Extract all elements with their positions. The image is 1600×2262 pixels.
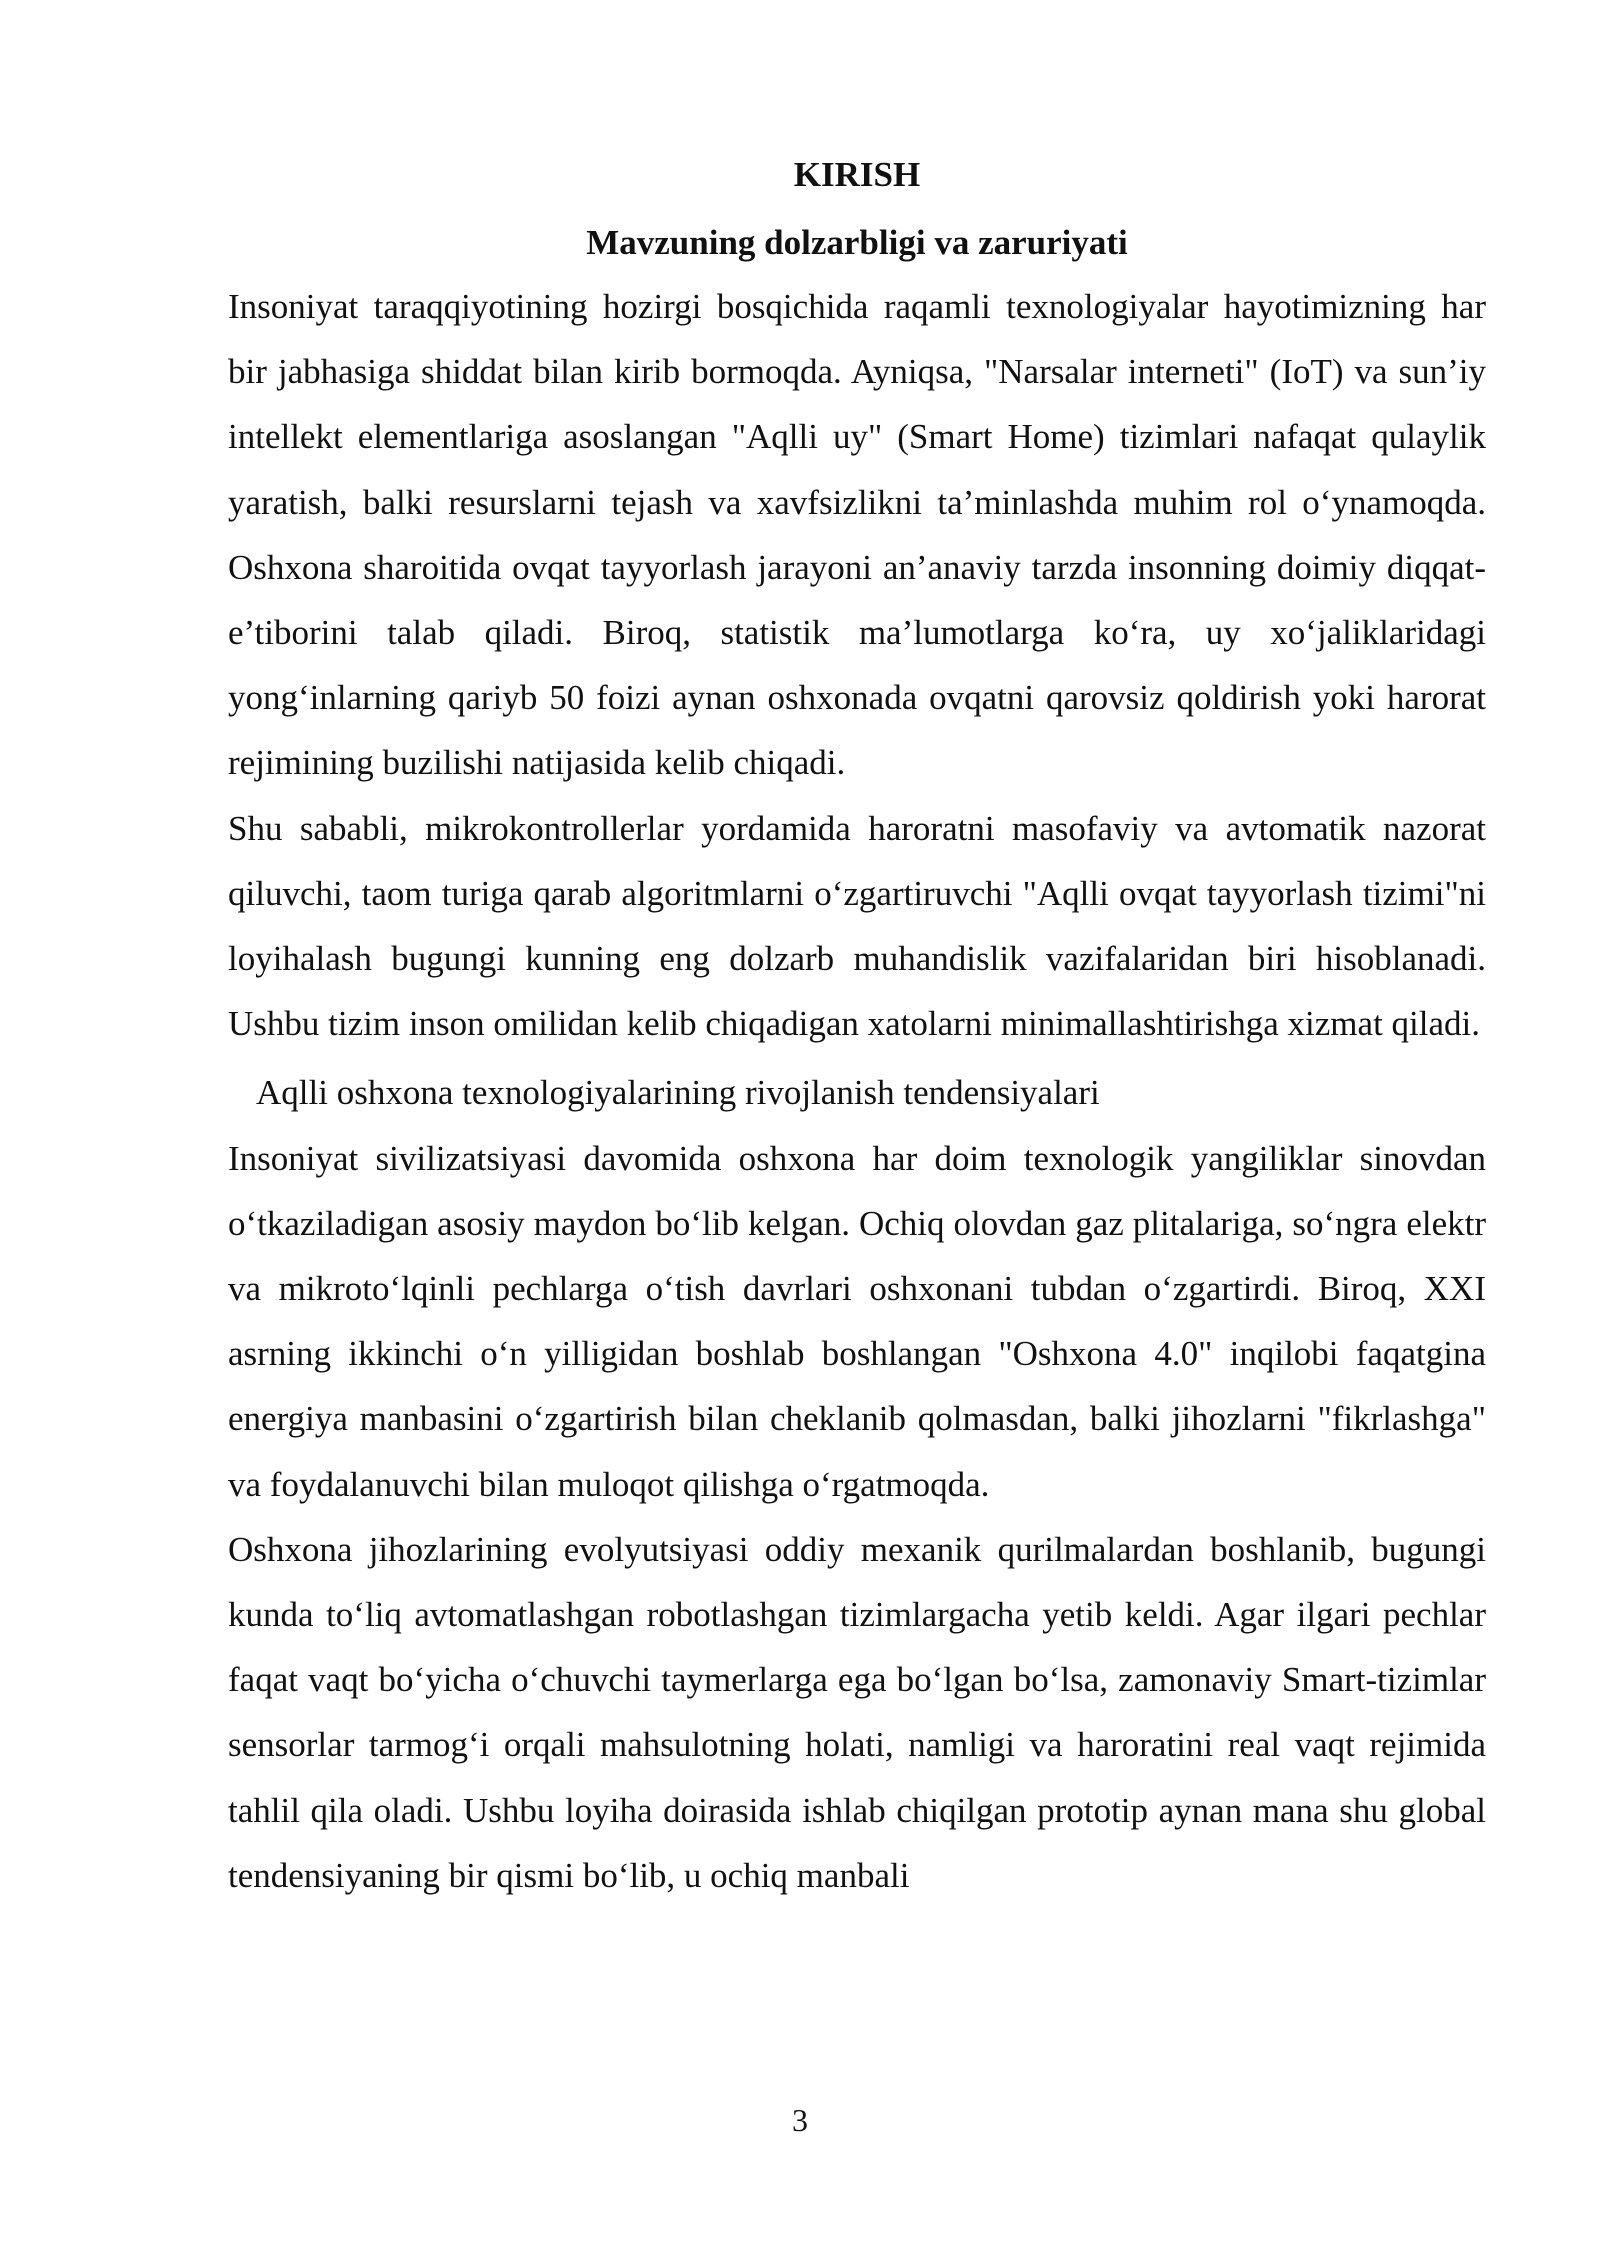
chapter-subtitle: Mavzuning dolzarbligi va zaruriyati: [586, 223, 1128, 262]
chapter-title: KIRISH: [793, 155, 921, 194]
intro-paragraph-1: Insoniyat taraqqiyotining hozirgi bosqichida raqamli texnologiyalar hayotimizning har bir jabhasiga shiddat bilan kirib bormoqda. Ayniqsa, "Narsalar interneti" (IoT) va sun’iy intellekt elementlariga asoslangan "Aqlli uy" (Smart Home) tizimlari nafaqat qulaylik yaratish, balki resurslarni tejash va xavfsizlikni ta’minlashda muhim rol o‘ynamoqda. Oshxona sharoitida ovqat tayyorlash jarayoni an’anaviy tarzda insonning doimiy diqqat-e’tiborini talab qiladi. Biroq, statistik ma’lumotlarga ko‘ra, uy xo‘jaliklaridagi yong‘inlarning qariyb 50 foizi aynan oshxonada ovqatni qarovsiz qoldirish yoki harorat rejimining buzilishi natijasida kelib chiqadi.: [228, 287, 1486, 783]
section-heading: Aqlli oshxona texnologiyalarining rivojlanish tendensiyalari: [256, 1073, 1100, 1113]
document-page: [228, 148, 1486, 1908]
section-paragraph-1: Insoniyat sivilizatsiyasi davomida oshxona har doim texnologik yangiliklar sinovdan o‘tkaziladigan asosiy maydon bo‘lib kelgan. Ochiq olovdan gaz plitalariga, so‘ngra elektr va mikroto‘lqinli pechlarga o‘tish davrlari oshxonani tubdan o‘zgartirdi. Biroq, XXI asrning ikkinchi o‘n yilligidan boshlab boshlangan "Oshxona 4.0" inqilobi faqatgina energiya manbasini o‘zgartirish bilan cheklanib qolmasdan, balki jihozlarni "fikrlashga" va foydalanuvchi bilan muloqot qilishga o‘rgatmoqda.: [228, 1138, 1486, 1504]
page-number: 3: [792, 2102, 808, 2138]
intro-paragraph-2: Shu sababli, mikrokontrollerlar yordamida haroratni masofaviy va avtomatik nazorat qiluvchi, taom turiga qarab algoritmlarni o‘zgartiruvchi "Aqlli ovqat tayyorlash tizimi"ni loyihalash bugungi kunning eng dolzarb muhandislik vazifalaridan biri hisoblanadi. Ushbu tizim inson omilidan kelib chiqadigan xatolarni minimallashtirishga xizmat qiladi.: [228, 808, 1486, 1044]
section-paragraph-2: Oshxona jihozlarining evolyutsiyasi oddiy mexanik qurilmalardan boshlanib, bugungi kunda to‘liq avtomatlashgan robotlashgan tizimlargacha yetib keldi. Agar ilgari pechlar faqat vaqt bo‘yicha o‘chuvchi taymerlarga ega bo‘lgan bo‘lsa, zamonaviy Smart-tizimlar sensorlar tarmog‘i orqali mahsulotning holati, namligi va haroratini real vaqt rejimida tahlil qila oladi. Ushbu loyiha doirasida ishlab chiqilgan prototip aynan mana shu global tendensiyaning bir qismi bo‘lib, u ochiq manbali: [228, 1529, 1486, 1895]
